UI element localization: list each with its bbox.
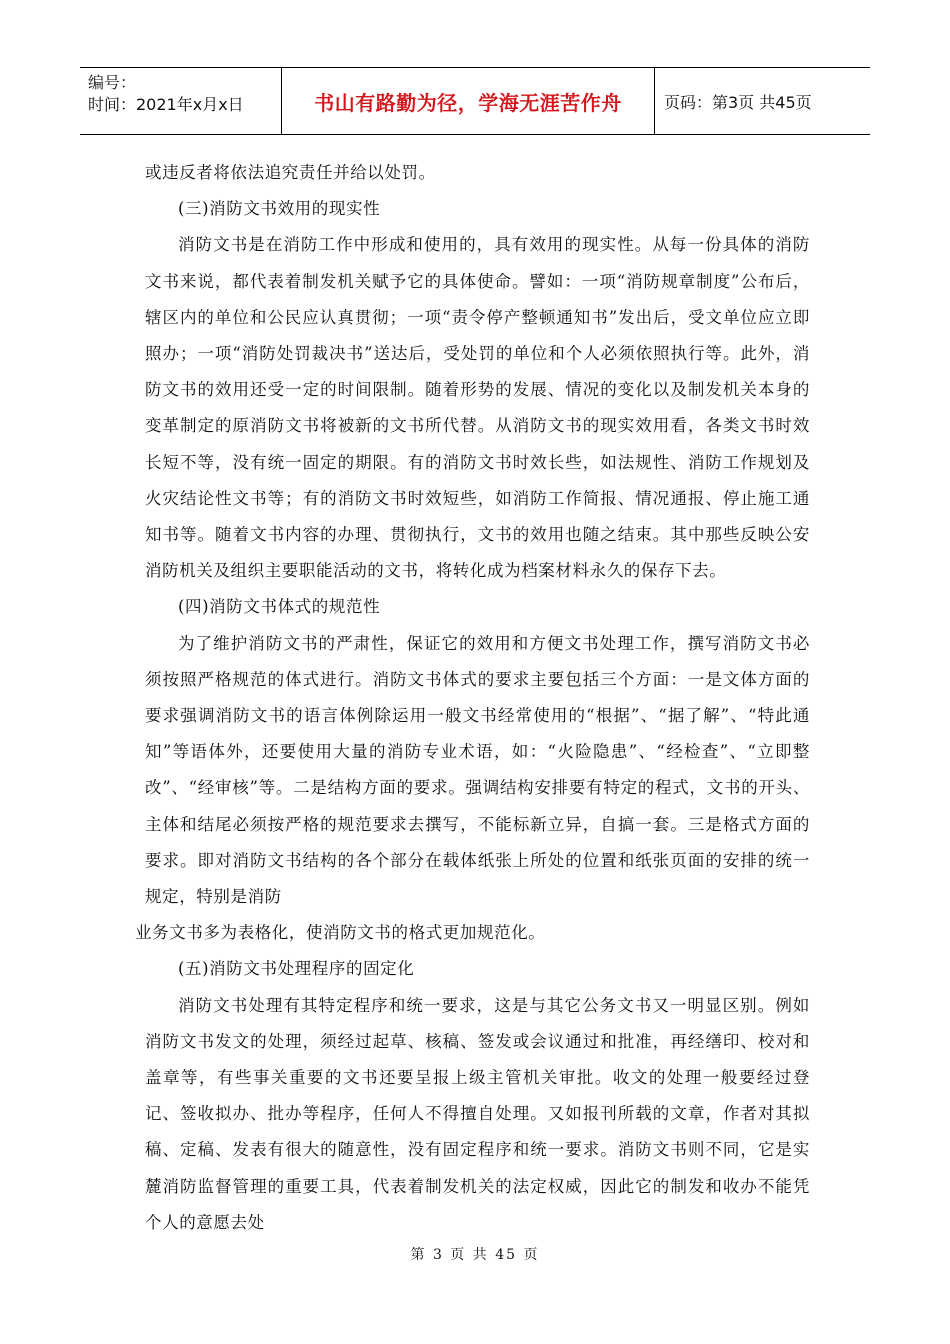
paragraph-continuation: 业务文书多为表格化，使消防文书的格式更加规范化。	[135, 923, 546, 943]
header-page-label: 页码：第3页 共45页	[664, 92, 812, 112]
document-number-label: 编号：	[88, 73, 137, 92]
section-heading-3: (三)消防文书效用的现实性	[178, 199, 381, 219]
header-motto: 书山有路勤为径，学海无涯苦作舟	[281, 68, 655, 134]
document-body	[135, 155, 810, 1241]
header-left-cell	[80, 68, 281, 134]
paragraph: 为了维护消防文书的严肃性，保证它的效用和方便文书处理工作，撰写消防文书必须按照严格规范的体式进行。消防文书体式的要求主要包括三个方面：一是文体方面的要求强调消防文书的语言体例除运用一般文书经常使用的“根据”、“据了解”、“特此通知”等语体外，还要使用大量的消防专业术语，如：“火险隐患”、“经检查”、“立即整改”、“经审核”等。二是结构方面的要求。强调结构安排要有特定的程式，文书的开头、主体和结尾必须按严格的规范要求去撰写，不能标新立异，自搞一套。三是格式方面的要求。即对消防文书结构的各个部分在载体纸张上所处的位置和纸张页面的安排的统一规定，特别是消防	[145, 633, 810, 907]
section-heading-4: (四)消防文书体式的规范性	[178, 597, 381, 617]
page-footer-number: 第 3 页 共 45 页	[410, 1247, 540, 1263]
document-date-label: 时间：2021年x月x日	[88, 95, 244, 114]
paragraph-continuation: 或违反者将依法追究责任并给以处罚。	[145, 163, 436, 182]
paragraph: 消防文书处理有其特定程序和统一要求，这是与其它公务文书又一明显区别。例如消防文书发文的处理，须经过起草、核稿、签发或会议通过和批准，再经缮印、校对和盖章等，有些事关重要的文书还要呈报上级主管机关审批。收文的处理一般要经过登记、签收拟办、批办等程序，任何人不得擅自处理。又如报刊所载的文章，作者对其拟稿、定稿、发表有很大的随意性，没有固定程序和统一要求。消防文书则不同，它是实麓消防监督管理的重要工具，代表着制发机关的法定权威，因此它的制发和收办不能凭个人的意愿去处	[145, 995, 810, 1232]
paragraph: 消防文书是在消防工作中形成和使用的，具有效用的现实性。从每一份具体的消防文书来说，都代表着制发机关赋予它的具体使命。譬如：一项“消防规章制度”公布后，辖区内的单位和公民应认真贯彻；一项“责令停产整顿通知书”发出后，受文单位应立即照办；一项“消防处罚裁决书”送达后，受处罚的单位和个人必须依照执行等。此外，消防文书的效用还受一定的时间限制。随着形势的发展、情况的变化以及制发机关本身的变革制定的原消防文书将被新的文书所代替。从消防文书的现实效用看，各类文书时效长短不等，没有统一固定的期限。有的消防文书时效长些，如法规性、消防工作规划及火灾结论性文书等；有的消防文书时效短些，如消防工作简报、情况通报、停止施工通知书等。随着文书内容的办理、贯彻执行，文书的效用也随之结束。其中那些反映公安消防机关及组织主要职能活动的文书，将转化成为档案材料永久的保存下去。	[145, 235, 810, 581]
page-header	[80, 67, 870, 135]
section-heading-5: (五)消防文书处理程序的固定化	[178, 959, 415, 979]
